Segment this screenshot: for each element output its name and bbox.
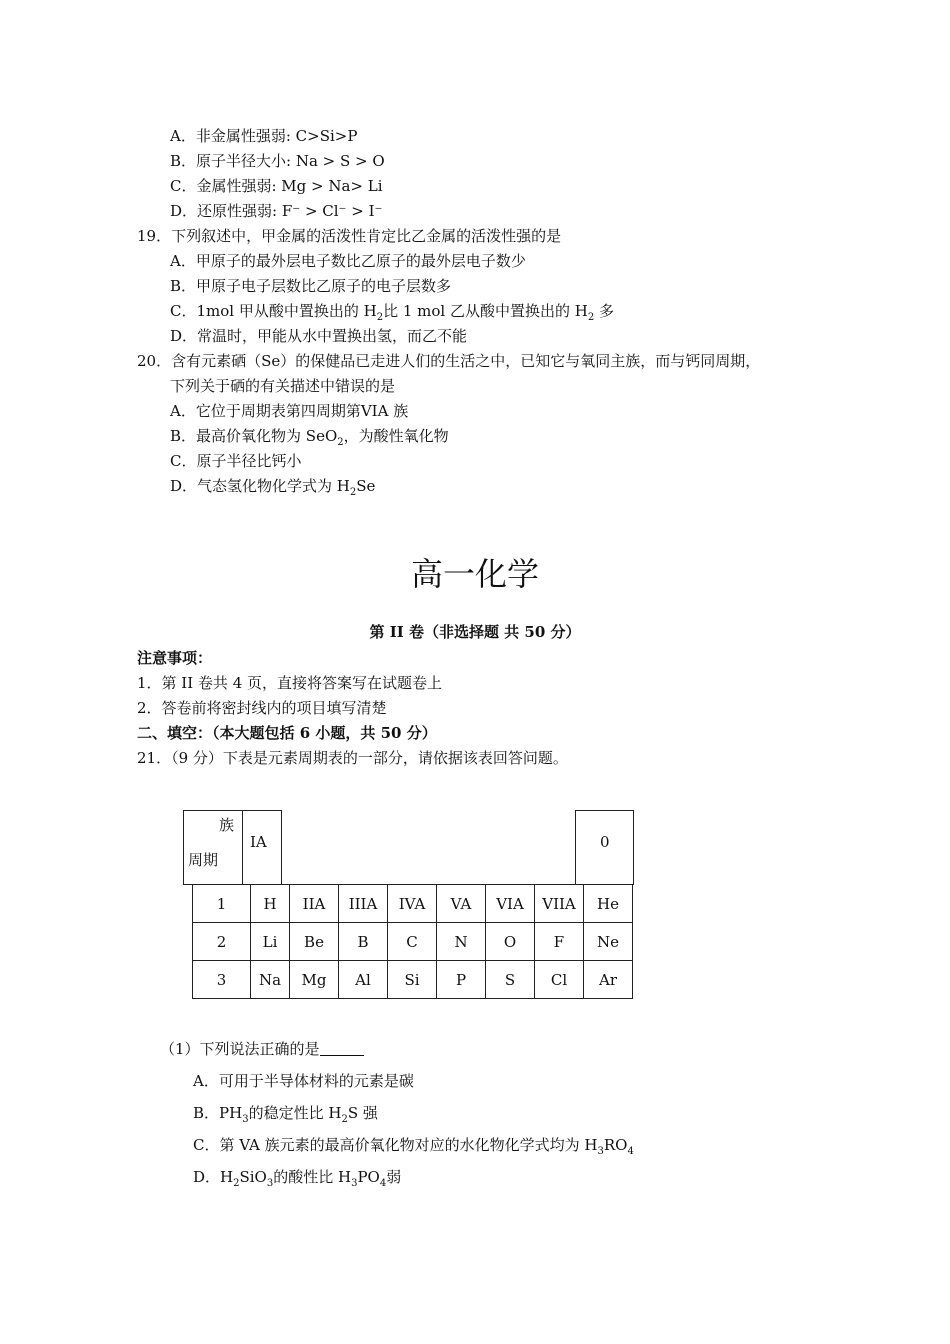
notice-heading: 注意事项： xyxy=(137,649,213,667)
q20-stem: 20．含有元素硒（Se）的保健品已走进人们的生活之中，已知它与氧同主族，而与钙同周期， xyxy=(137,352,761,370)
table-cell: Na xyxy=(251,961,290,999)
table-cell: H xyxy=(251,885,290,923)
table-cell: He xyxy=(584,885,633,923)
table-cell: S xyxy=(486,961,535,999)
table-cell: Si xyxy=(388,961,437,999)
table-cell: VIIA xyxy=(535,885,584,923)
q21-1-stem: （1）下列说法正确的是 xyxy=(160,1039,364,1059)
q18-option-b: B．原子半径大小: Na > S > O xyxy=(170,152,385,170)
q19-option-d: D．常温时，甲能从水中置换出氢，而乙不能 xyxy=(170,327,468,345)
q19-stem: 19．下列叙述中，甲金属的活泼性肯定比乙金属的活泼性强的是 xyxy=(137,227,562,245)
ia-label: IA xyxy=(250,833,267,851)
notice-item-2: 2．答卷前将密封线内的项目填写清楚 xyxy=(137,699,387,717)
table-cell: Cl xyxy=(535,961,584,999)
section-title: 高一化学 xyxy=(410,555,539,593)
table-cell: IIIA xyxy=(339,885,388,923)
q20-option-d: D．气态氢化物化学式为 $H_2Se$ xyxy=(170,477,376,498)
table-cell: N xyxy=(437,923,486,961)
table-cell: Al xyxy=(339,961,388,999)
table-cell: P xyxy=(437,961,486,999)
q21-1-option-c: C．第 VA 族元素的最高价氧化物对应的水化物化学式均为 $H_3RO_4$ xyxy=(193,1136,634,1157)
table-cell: F xyxy=(535,923,584,961)
q20-option-c: C．原子半径比钙小 xyxy=(170,452,302,470)
table-cell: 2 xyxy=(193,923,251,961)
table-row xyxy=(193,885,633,923)
q21-1-option-d: D．$H_2SiO_3$的酸性比 $H_3PO_4$弱 xyxy=(193,1168,402,1189)
table-cell: Li xyxy=(251,923,290,961)
zero-label: 0 xyxy=(600,833,610,851)
table-cell: 1 xyxy=(193,885,251,923)
table-row xyxy=(193,961,633,999)
part-heading: 二、填空：（本大题包括 6 小题，共 50 分） xyxy=(137,724,437,742)
q19-option-c: C．1mol 甲从酸中置换出的 $H_2$比 1 mol 乙从酸中置换出的 $H_2$ 多 xyxy=(170,302,614,323)
q18-option-a: A．非金属性强弱: C>Si>P xyxy=(170,127,358,145)
table-cell: VA xyxy=(437,885,486,923)
table-cell: Mg xyxy=(290,961,339,999)
corner-period-label: 周期 xyxy=(188,851,219,869)
table-row xyxy=(193,923,633,961)
table-cell: Ne xyxy=(584,923,633,961)
periodic-table xyxy=(192,884,633,999)
table-cell: Be xyxy=(290,923,339,961)
corner-group-label: 族 xyxy=(219,816,235,834)
table-cell: Ar xyxy=(584,961,633,999)
table-cell: IIA xyxy=(290,885,339,923)
table-cell: 3 xyxy=(193,961,251,999)
q19-option-b: B．甲原子电子层数比乙原子的电子层数多 xyxy=(170,277,452,295)
q20-stem-cont: 下列关于硒的有关描述中错误的是 xyxy=(170,377,396,395)
notice-item-1: 1．第 II 卷共 4 页，直接将答案写在试题卷上 xyxy=(137,674,443,692)
table-cell: C xyxy=(388,923,437,961)
table-cell: O xyxy=(486,923,535,961)
table-cell: B xyxy=(339,923,388,961)
q18-option-c: C．金属性强弱: Mg > Na> Li xyxy=(170,177,383,195)
q21-1-option-a: A．可用于半导体材料的元素是碳 xyxy=(193,1072,414,1090)
q19-option-a: A．甲原子的最外层电子数比乙原子的最外层电子数少 xyxy=(170,252,526,270)
answer-blank[interactable] xyxy=(320,1041,364,1056)
q20-option-b: B．最高价氧化物为 SeO$_2$，为酸性氧化物 xyxy=(170,427,449,448)
table-cell: IVA xyxy=(388,885,437,923)
q21-stem: 21．（9 分）下表是元素周期表的一部分，请依据该表回答问题。 xyxy=(137,749,568,767)
table-cell: VIA xyxy=(486,885,535,923)
q18-option-d: D．还原性强弱: F⁻ > Cl⁻ > I⁻ xyxy=(170,202,383,220)
q21-1-option-b: B．$PH_3$的稳定性比 $H_2S$ 强 xyxy=(193,1104,378,1125)
q20-option-a: A．它位于周期表第四周期第VIA 族 xyxy=(170,402,409,420)
section-subtitle: 第 II 卷（非选择题 共 50 分） xyxy=(369,623,581,641)
